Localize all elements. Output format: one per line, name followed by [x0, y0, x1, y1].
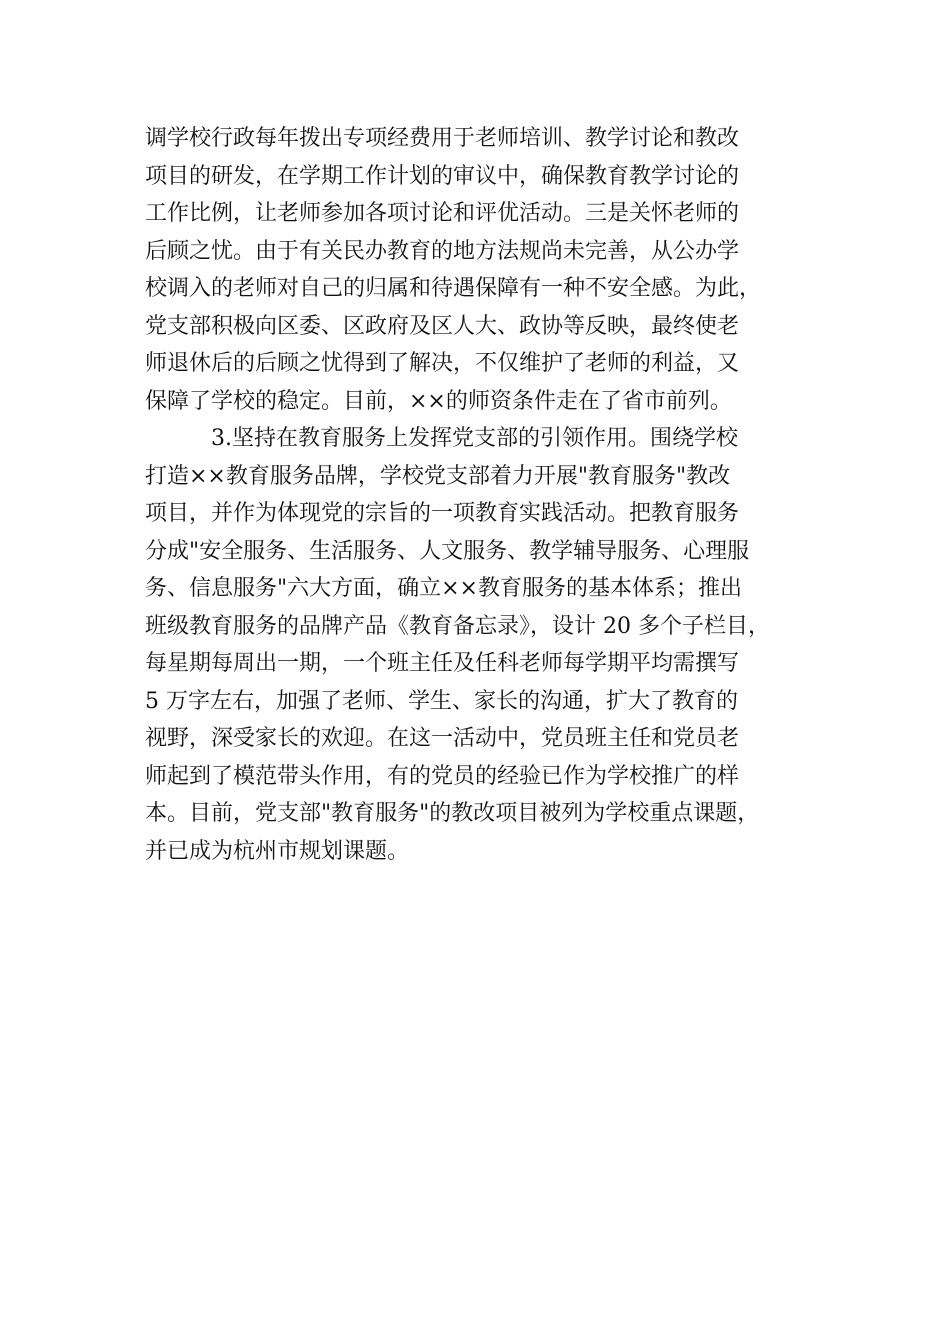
text-line: 校调入的老师对自己的归属和待遇保障有一种不安全感。为此，	[145, 276, 762, 301]
text-line: 项目的研发，在学期工作计划的审议中，确保教育教学讨论的	[145, 163, 740, 189]
text-line: 班级教育服务的品牌产品《教育备忘录》，设计 20 多个子栏目，	[145, 613, 770, 639]
text-line: 务、信息服务"六大方面，确立××教育服务的基本体系；推出	[145, 576, 742, 601]
text-line: 调学校行政每年拨出专项经费用于老师培训、教学讨论和教改	[145, 126, 740, 151]
text-line: 师退休后的后顾之忧得到了解决，不仅维护了老师的利益，又	[145, 351, 740, 376]
text-line: 本。目前，党支部"教育服务"的教改项目被列为学校重点课题，	[145, 801, 760, 826]
body-text	[145, 120, 825, 870]
text-line: 5 万字左右，加强了老师、学生、家长的沟通，扩大了教育的	[145, 688, 738, 714]
text-line: 工作比例，让老师参加各项讨论和评优活动。三是关怀老师的	[145, 201, 740, 226]
text-line: 师起到了模范带头作用，有的党员的经验已作为学校推广的样	[145, 763, 740, 789]
text-line: 视野，深受家长的欢迎。在这一活动中，党员班主任和党员老	[145, 726, 740, 751]
text-line: 项目，并作为体现党的宗旨的一项教育实践活动。把教育服务	[145, 501, 740, 526]
text-line: 每星期每周出一期，一个班主任及任科老师每学期平均需撰写	[145, 651, 740, 676]
text-line: 并已成为杭州市规划课题。	[145, 838, 410, 864]
text-line: 党支部积极向区委、区政府及区人大、政协等反映，最终使老	[145, 313, 740, 339]
text-line: 3.坚持在教育服务上发挥党支部的引领作用。围绕学校	[211, 426, 738, 451]
text-line: 打造××教育服务品牌，学校党支部着力开展"教育服务"教改	[145, 463, 731, 489]
text-line: 保障了学校的稳定。目前，××的师资条件走在了省市前列。	[145, 388, 732, 414]
text-line: 分成"安全服务、生活服务、人文服务、教学辅导服务、心理服	[145, 538, 750, 564]
text-line: 后顾之忧。由于有关民办教育的地方法规尚未完善，从公办学	[145, 238, 740, 264]
